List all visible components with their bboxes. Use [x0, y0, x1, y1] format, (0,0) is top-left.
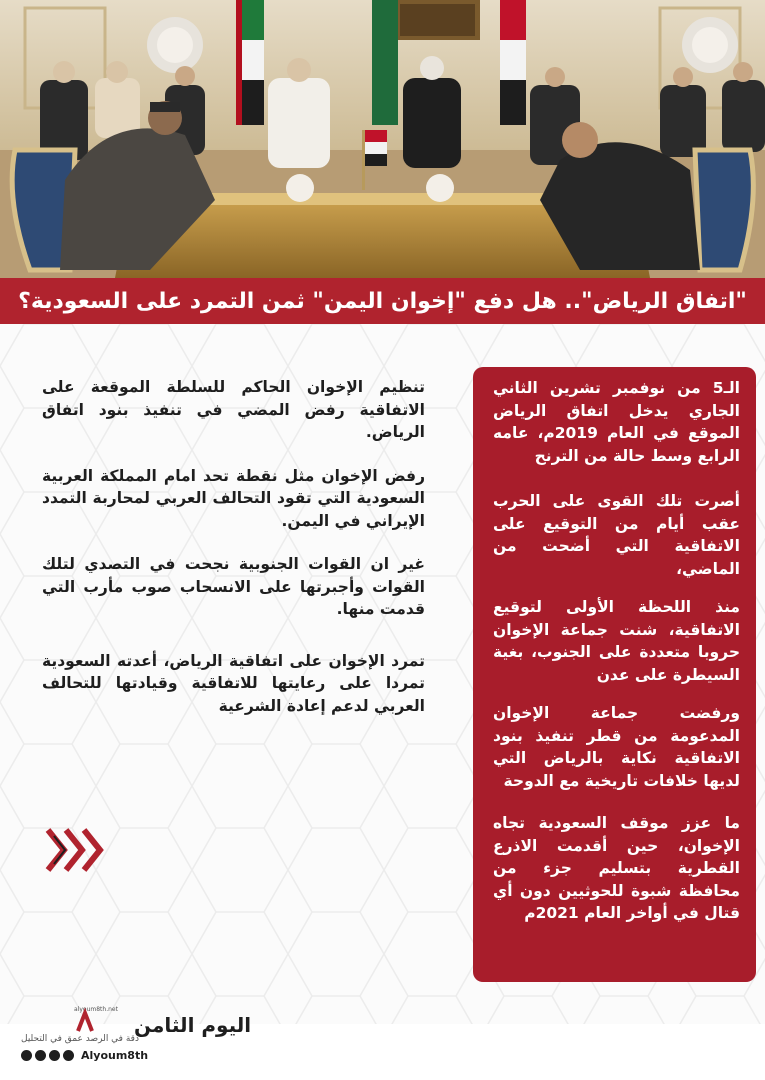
- left-paragraph-3: غير ان القوات الجنوبية نجحت في التصدي لتلك القوات وأجبرتها على الانسحاب صوب مأرب التي قدمت منها.: [42, 555, 425, 618]
- chevrons-icon: [44, 826, 108, 878]
- instagram-icon[interactable]: [63, 1050, 74, 1061]
- brand-logo: [22, 1003, 252, 1037]
- left-paragraph-2: رفض الإخوان مثل نقطة تحد امام المملكة العربية السعودية التي تقود التحالف العربي لمحاربة التمدد الإيراني في اليمن.: [42, 466, 425, 530]
- highlight-box: [473, 367, 756, 982]
- box-paragraph-3: منذ اللحظة الأولى لتوقيع الاتفاقية، شنت جماعة الإخوان حروبا متعددة على الجنوب، بغية السيطرة على عدن: [493, 598, 740, 684]
- youtube-icon[interactable]: [35, 1050, 46, 1061]
- social-bar: [21, 1049, 148, 1062]
- left-paragraph-4: تمرد الإخوان على اتفاقية الرياض، أعدته السعودية تمردا على رعايتها للاتفاقية وقيادتها للتحالف العربي لدعم إعادة الشرعية: [42, 651, 425, 715]
- svg-text:alyoum8th.net: alyoum8th.net: [74, 1006, 118, 1013]
- box-paragraph-5: ما عزز موقف السعودية تجاه الإخوان، حين أقدمت الاذرع القطرية بتسليم جزء من محافظة شبوة للحوثيين دون أي قتال في أواخر العام 2021م: [493, 814, 740, 922]
- social-handle[interactable]: Alyoum8th: [81, 1049, 149, 1062]
- header-photo: [0, 0, 765, 278]
- headline: "اتفاق الرياض".. هل دفع "إخوان اليمن" ثمن التمرد على السعودية؟: [0, 278, 765, 324]
- box-paragraph-1: الـ5 من نوفمبر تشرين الثاني الجاري يدخل اتفاق الرياض الموقع في العام 2019م، عامه الرابع وسط حالة من الترنح: [493, 379, 740, 465]
- box-paragraph-4: ورفضت جماعة الإخوان المدعومة من قطر تنفيذ بنود الاتفاقية نكاية بالرياض التي لديها خلافات تاريخية مع الدوحة: [493, 704, 740, 790]
- logo-mark-icon: [22, 1003, 252, 1037]
- box-paragraph-2: أصرت تلك القوى على الحرب عقب أيام من التوقيع على الاتفاقية التي أضحت من الماضي،: [493, 492, 740, 578]
- left-column: [42, 376, 425, 717]
- left-paragraph-1: تنظيم الإخوان الحاكم للسلطة الموقعة على الاتفاقية رفض المضي في تنفيذ بنود اتفاق الرياض.: [42, 378, 425, 441]
- signing-ceremony-illustration: [0, 0, 765, 278]
- twitter-icon[interactable]: [21, 1050, 32, 1061]
- facebook-icon[interactable]: [49, 1050, 60, 1061]
- svg-text:اليوم الثامن: اليوم الثامن: [134, 1013, 252, 1037]
- brand-tagline: دقة في الرصد عمق في التحليل: [21, 1034, 139, 1044]
